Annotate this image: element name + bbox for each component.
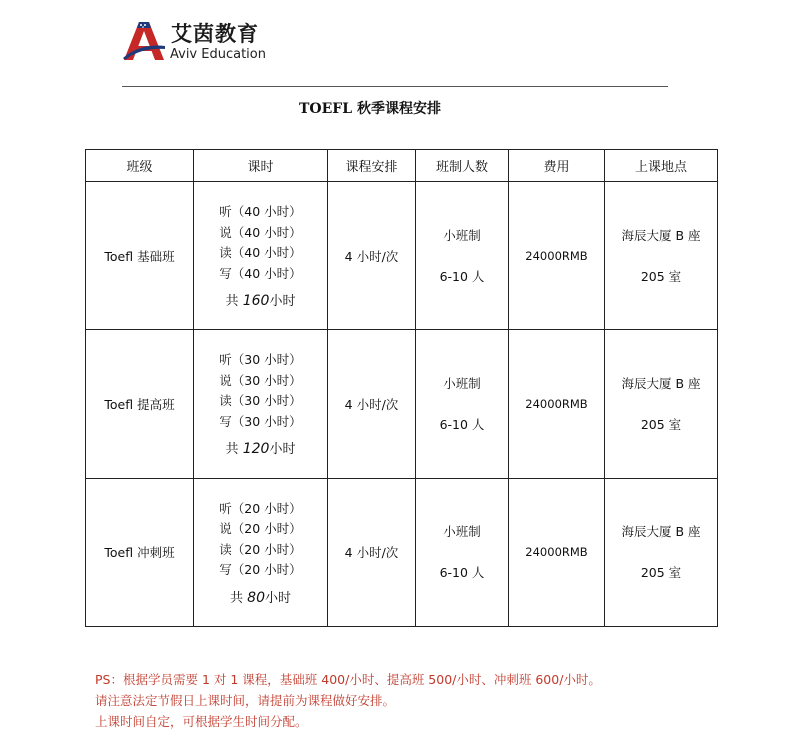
location-cell: [605, 182, 718, 330]
hours-reading: 读（40 小时）: [219, 245, 302, 261]
hours-total-number: 80: [247, 589, 265, 606]
brand-name-cn: 艾茵教育: [171, 22, 259, 46]
class-size-cell: [416, 330, 509, 478]
hours-listening: 听（20 小时）: [219, 500, 302, 516]
header-location: 上课地点: [605, 150, 718, 182]
hours-listening: 听（30 小时）: [219, 352, 302, 368]
class-size-cell: [416, 478, 509, 626]
hours-writing: 写（30 小时）: [219, 413, 302, 429]
location-building: 海辰大厦 B 座: [621, 524, 701, 540]
class-name-cell: Toefl 提高班: [86, 330, 194, 478]
fee-cell: 24000RMB: [509, 330, 605, 478]
table-row: [86, 478, 718, 626]
note-holidays: 请注意法定节假日上课时间，请提前为课程做好安排。: [95, 693, 396, 708]
hours-writing: 写（40 小时）: [219, 265, 302, 281]
class-size-cell: [416, 182, 509, 330]
fee-cell: 24000RMB: [509, 182, 605, 330]
brand-name-en: Aviv Education: [170, 47, 266, 62]
hours-total-number: 120: [242, 441, 270, 458]
hours-speaking: 说（40 小时）: [219, 224, 302, 240]
header-divider: [122, 86, 668, 87]
location-cell: [605, 330, 718, 478]
hours-cell: [194, 478, 328, 626]
course-schedule-table: [85, 149, 718, 627]
location-room: 205 室: [640, 268, 682, 284]
header-fee: 费用: [509, 150, 605, 182]
hours-speaking: 说（30 小时）: [219, 372, 302, 388]
hours-list: [219, 350, 301, 432]
location-room: 205 室: [640, 416, 682, 432]
location-room: 205 室: [640, 565, 682, 581]
class-size: 6-10 人: [439, 416, 485, 432]
hours-list: [219, 202, 301, 284]
location-cell: [605, 478, 718, 626]
brand-logo: [122, 16, 282, 66]
location-building: 海辰大厦 B 座: [621, 227, 701, 243]
table-header-row: [86, 150, 718, 182]
note-private-pricing: PS：根据学员需要 1 对 1 课程，基础班 400/小时、提高班 500/小时、冲刺班 600/小时。: [95, 672, 601, 687]
hours-cell: [194, 330, 328, 478]
notes-section: [95, 669, 601, 732]
class-name-cell: Toefl 冲刺班: [86, 478, 194, 626]
hours-list: [219, 499, 301, 581]
class-type: 小班制: [443, 227, 481, 243]
class-type: 小班制: [443, 524, 481, 540]
class-name-cell: Toefl 基础班: [86, 182, 194, 330]
hours-total: 共 120小时: [225, 441, 296, 458]
hours-total: 共 80小时: [230, 589, 291, 606]
schedule-cell: 4 小时/次: [328, 182, 416, 330]
hours-listening: 听（40 小时）: [219, 204, 302, 220]
hours-speaking: 说（20 小时）: [219, 521, 302, 537]
header-class: 班级: [86, 150, 194, 182]
hours-writing: 写（20 小时）: [219, 562, 302, 578]
class-type: 小班制: [443, 375, 481, 391]
hours-cell: [194, 182, 328, 330]
hours-total: 共 160小时: [225, 293, 296, 310]
logo-a-icon: [122, 18, 166, 62]
fee-cell: 24000RMB: [509, 478, 605, 626]
header-schedule: 课程安排: [328, 150, 416, 182]
schedule-cell: 4 小时/次: [328, 330, 416, 478]
hours-reading: 读（30 小时）: [219, 393, 302, 409]
header-hours: 课时: [194, 150, 328, 182]
note-flexible-time: 上课时间自定，可根据学生时间分配。: [95, 714, 308, 729]
header-class-size: 班制人数: [416, 150, 509, 182]
hours-total-number: 160: [242, 293, 270, 310]
class-size: 6-10 人: [439, 565, 485, 581]
table-row: [86, 182, 718, 330]
hours-reading: 读（20 小时）: [219, 541, 302, 557]
page-title: TOEFL 秋季课程安排: [299, 101, 441, 117]
table-row: [86, 330, 718, 478]
location-building: 海辰大厦 B 座: [621, 375, 701, 391]
schedule-cell: 4 小时/次: [328, 478, 416, 626]
class-size: 6-10 人: [439, 268, 485, 284]
